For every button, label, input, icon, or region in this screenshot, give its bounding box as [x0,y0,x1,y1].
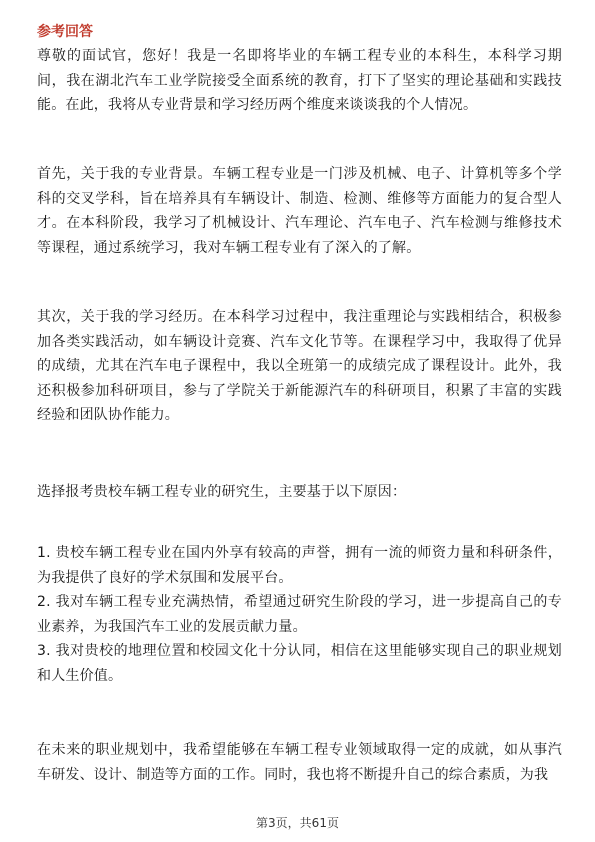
paragraph-reasons-intro: 选择报考贵校车辆工程专业的研究生，主要基于以下原因： [37,484,407,500]
paragraph-future: 在未来的职业规划中，我希望能够在车辆工程专业领域取得一定的成就，如从事汽车研发、设计、制造等方面的工作。同时，我也将不断提升自己的综合素质，为我 [37,742,562,783]
paragraph-intro: 尊敬的面试官，您好！我是一名即将毕业的车辆工程专业的本科生，本科学习期间，我在湖北汽车工业学院接受全面系统的教育，打下了坚实的理论基础和实践技能。在此，我将从专业背景和学习经历两个维度来谈谈我的个人情况。 [37,48,562,113]
paragraph-experience: 其次，关于我的学习经历。在本科学习过程中，我注重理论与实践相结合，积极参加各类实践活动，如车辆设计竞赛、汽车文化节等。在课程学习中，我取得了优异的成绩，尤其在汽车电子课程中，我以全班第一的成绩完成了课程设计。此外，我还积极参加科研项目，参与了学院关于新能源汽车的科研项目，积累了丰富的实践经验和团队协作能力。 [37,309,562,423]
paragraph-background: 首先，关于我的专业背景。车辆工程专业是一门涉及机械、电子、计算机等多个学科的交叉学科，旨在培养具有车辆设计、制造、检测、维修等方面能力的复合型人才。在本科阶段，我学习了机械设计、汽车理论、汽车电子、汽车检测与维修技术等课程，通过系统学习，我对车辆工程专业有了深入的了解。 [37,166,562,256]
page-number: 第3页，共61页 [256,816,339,830]
section-heading: 参考回答 [37,24,93,40]
list-item: 2. 我对车辆工程专业充满热情，希望通过研究生阶段的学习，进一步提高自己的专业素养，为我国汽车工业的发展贡献力量。 [37,594,562,635]
reasons-list [37,541,562,688]
list-item: 3. 我对贵校的地理位置和校园文化十分认同，相信在这里能够实现自己的职业规划和人生价值。 [37,643,562,684]
list-item: 1. 贵校车辆工程专业在国内外享有较高的声誉，拥有一流的师资力量和科研条件，为我提供了良好的学术氛围和发展平台。 [37,545,562,586]
